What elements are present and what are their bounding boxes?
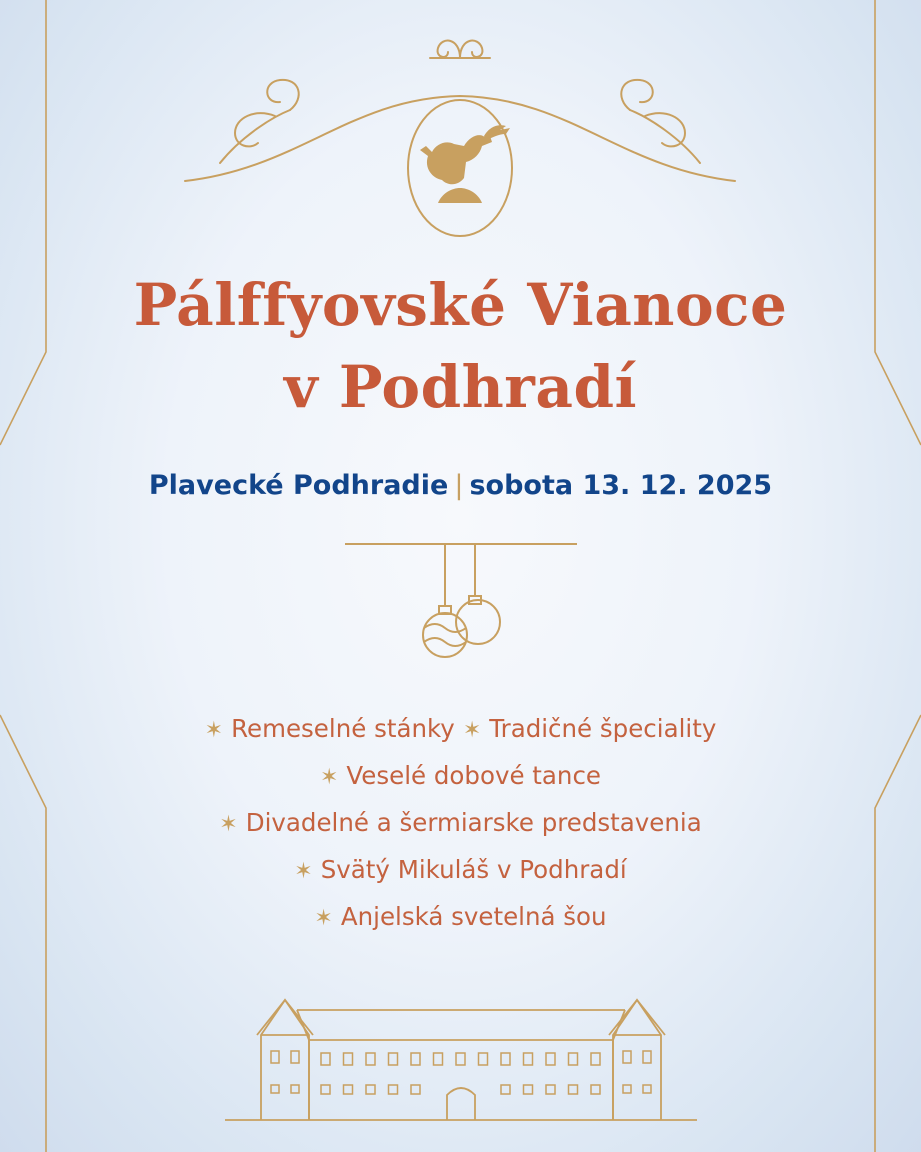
feature-label: Divadelné a šermiarske predstavenia	[245, 808, 702, 837]
castle-window	[591, 1085, 600, 1094]
page-title-line-2: v Podhradí	[283, 353, 638, 421]
castle-window	[389, 1085, 398, 1094]
castle-window	[456, 1053, 465, 1065]
castle-window	[643, 1085, 651, 1093]
castle-window	[271, 1085, 279, 1093]
castle-window	[591, 1053, 600, 1065]
castle-window	[321, 1053, 330, 1065]
feature-label: Veselé dobové tance	[346, 761, 601, 790]
star-icon: ✶	[294, 859, 313, 884]
castle-window	[501, 1053, 510, 1065]
castle-window	[344, 1085, 353, 1094]
feature-label: Remeselné stánky	[231, 714, 455, 743]
feature-item	[294, 846, 626, 895]
list-item	[0, 752, 921, 799]
castle-window	[546, 1085, 555, 1094]
castle-window	[321, 1085, 330, 1094]
castle-window	[501, 1085, 510, 1094]
feature-item	[219, 799, 701, 848]
castle-window	[366, 1053, 375, 1065]
castle-window	[411, 1053, 420, 1065]
castle-window	[411, 1085, 420, 1094]
castle-window	[524, 1053, 533, 1065]
castle-icon	[225, 995, 697, 1125]
castle-window	[344, 1053, 353, 1065]
castle-window	[546, 1053, 555, 1065]
star-icon: ✶	[219, 812, 238, 837]
castle-window	[524, 1085, 533, 1094]
castle-window	[271, 1051, 279, 1063]
star-icon: ✶	[314, 906, 333, 931]
feature-list	[0, 705, 921, 940]
list-item	[0, 799, 921, 846]
feature-item	[205, 705, 455, 754]
castle-window	[366, 1085, 375, 1094]
star-icon: ✶	[462, 718, 482, 743]
ornament-icon	[340, 540, 580, 665]
feature-item	[320, 752, 601, 801]
crest-icon	[180, 28, 740, 243]
list-item	[0, 846, 921, 893]
castle-window	[434, 1053, 443, 1065]
castle-window	[643, 1051, 651, 1063]
list-item	[0, 705, 921, 752]
feature-item	[314, 893, 606, 942]
castle-window	[623, 1051, 631, 1063]
star-icon: ✶	[319, 765, 339, 790]
feature-label: Tradičné špeciality	[489, 714, 717, 743]
castle-window	[291, 1051, 299, 1063]
feature-label: Anjelská svetelná šou	[340, 902, 607, 931]
castle-window	[479, 1053, 488, 1065]
event-date: sobota 13. 12. 2025	[469, 470, 773, 501]
page-title-line-1: Pálffyovské Vianoce	[133, 271, 788, 339]
feature-item	[463, 705, 717, 754]
event-place: Plavecké Podhradie	[148, 470, 449, 501]
castle-window	[623, 1085, 631, 1093]
castle-window	[291, 1085, 299, 1093]
star-icon: ✶	[204, 718, 224, 743]
feature-label: Svätý Mikuláš v Podhradí	[320, 855, 627, 884]
castle-window	[389, 1053, 398, 1065]
list-item	[0, 893, 921, 940]
subtitle-separator: |	[454, 470, 464, 501]
castle-window	[569, 1085, 578, 1094]
event-subtitle	[0, 470, 921, 501]
castle-window	[569, 1053, 578, 1065]
